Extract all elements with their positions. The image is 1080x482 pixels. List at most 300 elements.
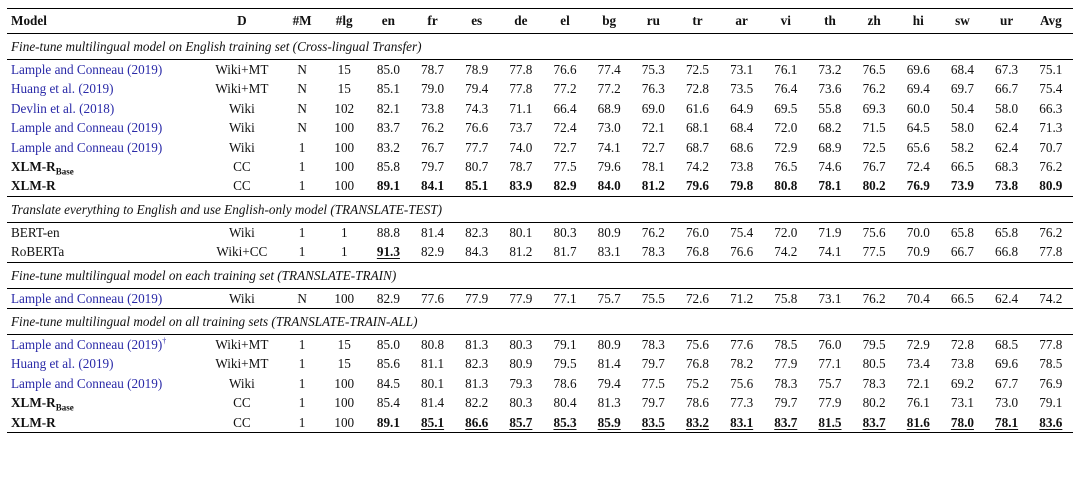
- model-cell[interactable]: [7, 79, 202, 98]
- score-cell-tr: 68.7: [685, 139, 710, 155]
- score-cell-el: 80.4: [553, 395, 577, 411]
- table-row: [7, 222, 1073, 242]
- data-cell: Wiki+MT: [215, 81, 269, 97]
- score-cell-en: 85.0: [376, 337, 400, 353]
- num-languages-cell: 100: [334, 178, 355, 194]
- score-cell-tr: 72.6: [685, 290, 710, 306]
- score-cell-zh: 77.5: [862, 244, 886, 260]
- score-cell-es: 79.4: [465, 81, 489, 97]
- column-header-sw: sw: [940, 9, 984, 34]
- score-cell-vi: 83.7: [764, 413, 808, 433]
- score-cell-el: 72.4: [553, 120, 577, 136]
- score-cell-el: 77.1: [553, 290, 577, 306]
- score-cell-el: 66.4: [553, 100, 577, 116]
- score-cell-de: 80.9: [509, 356, 533, 372]
- score-cell-hi: 76.1: [906, 395, 930, 411]
- score-cell-vi: 76.4: [774, 81, 798, 97]
- num-models-cell: 1: [282, 413, 322, 433]
- score-cell-ur: 73.8: [995, 178, 1019, 194]
- score-cell-vi: 69.5: [774, 100, 798, 116]
- score-cell-ur: 62.4: [995, 139, 1019, 155]
- score-cell-fr: 84.1: [421, 178, 445, 194]
- score-cell-en: 85.8: [376, 159, 400, 175]
- score-cell-tr: 68.1: [685, 120, 710, 136]
- score-cell-fr: 81.4: [421, 395, 445, 411]
- score-cell-th: 76.0: [818, 337, 842, 353]
- score-cell-ur: 73.0: [995, 395, 1019, 411]
- model-cell[interactable]: [7, 354, 202, 373]
- model-cell: [7, 176, 202, 196]
- score-cell-bg: 80.9: [597, 337, 621, 353]
- score-cell-ar: 71.2: [730, 290, 754, 306]
- num-languages-cell: 1: [340, 244, 348, 260]
- num-models-cell: 1: [298, 244, 306, 260]
- score-cell-bg: 77.2: [597, 81, 621, 97]
- score-cell-avg: 79.1: [1039, 395, 1063, 411]
- num-languages-cell: 1: [340, 224, 348, 240]
- score-cell-es: 80.7: [465, 159, 489, 175]
- score-cell-en: 83.2: [376, 139, 400, 155]
- table-row: [7, 354, 1073, 373]
- score-cell-zh: 69.3: [862, 100, 886, 116]
- score-cell-el: 85.3: [543, 413, 587, 433]
- score-cell-de: 77.8: [509, 62, 533, 77]
- score-cell-sw: 58.2: [950, 139, 974, 155]
- score-cell-es: 82.2: [465, 395, 489, 411]
- column-header-el: el: [543, 9, 587, 34]
- score-cell-es: 84.3: [465, 244, 489, 260]
- score-cell-avg: 75.1: [1039, 62, 1063, 77]
- score-cell-ar: 75.4: [730, 224, 754, 240]
- score-cell-avg: 74.2: [1039, 290, 1063, 306]
- score-cell-hi: 76.9: [906, 178, 930, 194]
- score-cell-tr: 79.6: [685, 178, 710, 194]
- model-cell[interactable]: [7, 118, 202, 137]
- model-name: XLM-R: [11, 395, 56, 411]
- score-cell-fr: 76.2: [421, 120, 445, 136]
- score-cell-en: 85.0: [376, 62, 400, 77]
- score-cell-hi: 70.0: [906, 224, 930, 240]
- score-cell-sw: 66.7: [950, 244, 974, 260]
- score-cell-tr: 61.6: [685, 100, 710, 116]
- table-row: [7, 157, 1073, 176]
- num-models-cell: 1: [298, 395, 306, 411]
- score-cell-fr: 73.8: [421, 100, 445, 116]
- model-cell[interactable]: [7, 335, 202, 355]
- column-header-tr: tr: [675, 9, 719, 34]
- score-cell-avg: 78.5: [1039, 356, 1063, 372]
- score-cell-avg: 70.7: [1039, 139, 1063, 155]
- model-name: Lample and Conneau (2019): [11, 62, 163, 77]
- num-languages-cell: 100: [334, 120, 355, 136]
- model-cell[interactable]: [7, 374, 202, 393]
- num-models-cell: N: [297, 62, 307, 77]
- column-header-es: es: [455, 9, 499, 34]
- model-name: Lample and Conneau (2019): [11, 337, 163, 353]
- num-languages-cell: 102: [334, 100, 355, 116]
- score-cell-ru: 78.3: [641, 337, 665, 353]
- data-cell: Wiki: [228, 375, 255, 391]
- score-cell-avg: 71.3: [1039, 120, 1063, 136]
- data-cell: Wiki: [228, 100, 255, 116]
- score-cell-sw: 73.1: [950, 395, 974, 411]
- score-cell-de: 73.7: [509, 120, 533, 136]
- data-cell: Wiki+CC: [216, 244, 268, 260]
- score-cell-hi: 60.0: [906, 100, 930, 116]
- score-cell-de: 85.7: [499, 413, 543, 433]
- column-header-fr: fr: [410, 9, 454, 34]
- score-cell-ar: 77.6: [730, 337, 754, 353]
- model-name: XLM-R: [11, 178, 56, 194]
- score-cell-en: 85.4: [376, 395, 400, 411]
- num-languages-cell: 15: [337, 356, 351, 372]
- score-cell-ar: 73.1: [730, 62, 754, 77]
- data-cell: Wiki: [228, 120, 255, 136]
- score-cell-ar: 78.2: [730, 356, 754, 372]
- score-cell-th: 71.9: [818, 224, 842, 240]
- score-cell-fr: 85.1: [410, 413, 454, 433]
- score-cell-fr: 77.6: [421, 290, 445, 306]
- dagger-footnote-mark[interactable]: †: [162, 336, 167, 346]
- score-cell-ur: 78.1: [985, 413, 1029, 433]
- table-row: [7, 413, 1073, 433]
- score-cell-es: 78.9: [465, 62, 489, 77]
- column-header-avg: Avg: [1029, 9, 1073, 34]
- score-cell-fr: 81.4: [421, 224, 445, 240]
- score-cell-vi: 79.7: [774, 395, 798, 411]
- score-cell-es: 74.3: [465, 100, 489, 116]
- score-cell-vi: 76.5: [774, 159, 798, 175]
- score-cell-tr: 72.8: [685, 81, 710, 97]
- score-cell-tr: 75.6: [685, 337, 710, 353]
- score-cell-bg: 80.9: [597, 224, 621, 240]
- score-cell-th: 73.6: [818, 81, 842, 97]
- section-header-row: [7, 262, 1073, 288]
- section-header-row: [7, 196, 1073, 222]
- score-cell-ar: 75.6: [730, 375, 754, 391]
- model-name: Huang et al. (2019): [11, 356, 114, 372]
- score-cell-zh: 79.5: [862, 337, 886, 353]
- score-cell-bg: 79.4: [597, 375, 621, 391]
- score-cell-sw: 68.4: [950, 62, 974, 77]
- table-header-row: [7, 9, 1073, 34]
- score-cell-ur: 58.0: [995, 100, 1019, 116]
- data-cell: Wiki+MT: [215, 337, 269, 353]
- score-cell-avg: 77.8: [1039, 337, 1063, 353]
- score-cell-de: 77.8: [509, 81, 533, 97]
- score-cell-avg: 76.2: [1039, 159, 1063, 175]
- section-title: Fine-tune multilingual model on all training sets (TRANSLATE-TRAIN-ALL): [7, 309, 1073, 335]
- score-cell-avg: 66.3: [1039, 100, 1063, 116]
- num-languages-cell: 15: [337, 81, 351, 97]
- score-cell-vi: 72.9: [774, 139, 798, 155]
- score-cell-ar: 68.4: [730, 120, 754, 136]
- score-cell-ru: 78.3: [641, 244, 665, 260]
- model-cell: [7, 413, 202, 433]
- score-cell-vi: 78.5: [774, 337, 798, 353]
- data-cell: Wiki+MT: [215, 62, 269, 77]
- table-row: [7, 335, 1073, 355]
- score-cell-de: 74.0: [509, 139, 533, 155]
- score-cell-vi: 78.3: [774, 375, 798, 391]
- num-models-cell: 1: [298, 224, 306, 240]
- score-cell-zh: 71.5: [862, 120, 886, 136]
- column-header-en: en: [366, 9, 410, 34]
- score-cell-ru: 76.3: [641, 81, 665, 97]
- model-name: BERT-en: [11, 224, 60, 240]
- score-cell-en: 89.1: [366, 413, 410, 433]
- score-cell-th: 77.9: [818, 395, 842, 411]
- score-cell-sw: 72.8: [950, 337, 974, 353]
- model-cell[interactable]: [7, 60, 202, 80]
- score-cell-en: 84.5: [376, 375, 400, 391]
- model-subscript: Base: [55, 166, 74, 177]
- score-cell-tr: 76.0: [685, 224, 710, 240]
- score-cell-fr: 82.9: [421, 244, 445, 260]
- data-cell: Wiki: [228, 290, 255, 306]
- table-row: [7, 176, 1073, 196]
- score-cell-sw: 78.0: [940, 413, 984, 433]
- column-header-th: th: [808, 9, 852, 34]
- score-cell-el: 77.5: [553, 159, 577, 175]
- column-header-bg: bg: [587, 9, 631, 34]
- score-cell-hi: 70.9: [906, 244, 930, 260]
- model-cell: [7, 393, 202, 412]
- score-cell-avg: 83.6: [1029, 413, 1073, 433]
- score-cell-bg: 83.1: [597, 244, 621, 260]
- score-cell-bg: 81.3: [597, 395, 621, 411]
- num-models-cell: 1: [298, 375, 306, 391]
- score-cell-zh: 78.3: [862, 375, 886, 391]
- score-cell-hi: 72.1: [906, 375, 930, 391]
- score-cell-en: 85.6: [376, 356, 400, 372]
- score-cell-avg: 76.9: [1039, 375, 1063, 391]
- score-cell-ur: 68.3: [995, 159, 1019, 175]
- data-cell: Wiki+MT: [215, 356, 269, 372]
- column-header-model: Model: [7, 9, 202, 34]
- score-cell-de: 78.7: [509, 159, 533, 175]
- score-cell-en: 89.1: [376, 178, 400, 194]
- score-cell-vi: 76.1: [774, 62, 798, 77]
- xnli-results-table: [7, 8, 1073, 433]
- table-row: [7, 393, 1073, 412]
- score-cell-el: 78.6: [553, 375, 577, 391]
- model-subscript: Base: [55, 402, 74, 413]
- score-cell-sw: 69.7: [950, 81, 974, 97]
- score-cell-es: 77.7: [465, 139, 489, 155]
- score-cell-fr: 80.8: [421, 337, 445, 353]
- score-cell-ru: 75.3: [641, 62, 665, 77]
- score-cell-zh: 80.2: [862, 395, 886, 411]
- score-cell-fr: 76.7: [421, 139, 445, 155]
- score-cell-zh: 76.2: [862, 81, 886, 97]
- data-cell: CC: [233, 178, 251, 194]
- section-header-row: [7, 34, 1073, 60]
- table-row: [7, 138, 1073, 157]
- model-cell[interactable]: [7, 288, 202, 308]
- score-cell-fr: 80.1: [421, 375, 445, 391]
- score-cell-avg: 75.4: [1039, 81, 1063, 97]
- model-name: Lample and Conneau (2019): [11, 290, 163, 306]
- score-cell-sw: 66.5: [950, 290, 974, 306]
- score-cell-es: 86.6: [455, 413, 499, 433]
- score-cell-es: 82.3: [465, 356, 489, 372]
- model-name: Lample and Conneau (2019): [11, 120, 163, 136]
- data-cell: CC: [233, 159, 251, 175]
- score-cell-ru: 81.2: [641, 178, 665, 194]
- score-cell-ru: 83.5: [631, 413, 675, 433]
- table-row: [7, 288, 1073, 308]
- score-cell-el: 82.9: [553, 178, 577, 194]
- score-cell-bg: 77.4: [597, 62, 621, 77]
- model-cell: [7, 222, 202, 242]
- num-languages-cell: 15: [337, 62, 351, 77]
- score-cell-tr: 76.8: [685, 356, 710, 372]
- score-cell-de: 80.3: [509, 337, 533, 353]
- score-cell-tr: 83.2: [675, 413, 719, 433]
- table-row: [7, 79, 1073, 98]
- score-cell-fr: 78.7: [421, 62, 445, 77]
- num-models-cell: 1: [298, 159, 306, 175]
- model-name: Lample and Conneau (2019): [11, 139, 163, 155]
- num-languages-cell: 100: [322, 413, 366, 433]
- score-cell-de: 80.1: [509, 224, 533, 240]
- score-cell-el: 80.3: [553, 224, 577, 240]
- column-header-zh: zh: [852, 9, 896, 34]
- score-cell-ar: 73.5: [730, 81, 754, 97]
- score-cell-th: 77.1: [818, 356, 842, 372]
- table-row: [7, 242, 1073, 262]
- score-cell-de: 71.1: [509, 100, 533, 116]
- column-header-ru: ru: [631, 9, 675, 34]
- score-cell-bg: 75.7: [597, 290, 621, 306]
- score-cell-bg: 74.1: [597, 139, 621, 155]
- data-cell: Wiki: [228, 224, 255, 240]
- score-cell-ru: 75.5: [641, 290, 665, 306]
- score-cell-ar: 83.1: [720, 413, 764, 433]
- score-cell-tr: 74.2: [685, 159, 710, 175]
- num-models-cell: N: [297, 120, 307, 136]
- score-cell-th: 74.6: [818, 159, 842, 175]
- data-cell: CC: [202, 413, 282, 433]
- score-cell-bg: 73.0: [597, 120, 621, 136]
- score-cell-vi: 75.8: [774, 290, 798, 306]
- score-cell-el: 76.6: [553, 62, 577, 77]
- num-languages-cell: 15: [337, 337, 351, 353]
- score-cell-fr: 81.1: [421, 356, 445, 372]
- num-models-cell: N: [297, 290, 307, 306]
- score-cell-el: 79.5: [553, 356, 577, 372]
- column-header-ur: ur: [985, 9, 1029, 34]
- score-cell-sw: 73.9: [950, 178, 974, 194]
- column-header-lg: #lg: [322, 9, 366, 34]
- model-name: RoBERTa: [11, 244, 65, 260]
- score-cell-ru: 77.5: [641, 375, 665, 391]
- score-cell-hi: 72.4: [906, 159, 930, 175]
- score-cell-el: 77.2: [553, 81, 577, 97]
- score-cell-bg: 81.4: [597, 356, 621, 372]
- score-cell-hi: 69.4: [906, 81, 930, 97]
- column-header-de: de: [499, 9, 543, 34]
- score-cell-ur: 62.4: [995, 290, 1019, 306]
- model-cell[interactable]: [7, 138, 202, 157]
- score-cell-hi: 81.6: [896, 413, 940, 433]
- score-cell-sw: 69.2: [950, 375, 974, 391]
- score-cell-ru: 69.0: [641, 100, 665, 116]
- score-cell-zh: 80.2: [862, 178, 886, 194]
- model-cell[interactable]: [7, 99, 202, 118]
- model-name: Devlin et al. (2018): [11, 100, 115, 116]
- column-header-m: #M: [282, 9, 322, 34]
- score-cell-en: 82.9: [376, 290, 400, 306]
- table-row: [7, 374, 1073, 393]
- score-cell-th: 75.7: [818, 375, 842, 391]
- model-name: XLM-R: [11, 159, 56, 175]
- score-cell-zh: 76.5: [862, 62, 886, 77]
- score-cell-tr: 72.5: [685, 62, 710, 77]
- score-cell-avg: 76.2: [1039, 224, 1063, 240]
- score-cell-ur: 66.8: [995, 244, 1019, 260]
- score-cell-ur: 66.7: [995, 81, 1019, 97]
- score-cell-bg: 68.9: [597, 100, 621, 116]
- score-cell-vi: 74.2: [774, 244, 798, 260]
- score-cell-en: 82.1: [376, 100, 400, 116]
- num-models-cell: N: [297, 100, 307, 116]
- score-cell-ur: 62.4: [995, 120, 1019, 136]
- score-cell-es: 81.3: [465, 375, 489, 391]
- score-cell-zh: 80.5: [862, 356, 886, 372]
- score-cell-ar: 77.3: [730, 395, 754, 411]
- score-cell-fr: 79.7: [421, 159, 445, 175]
- score-cell-sw: 58.0: [950, 120, 974, 136]
- section-header-row: [7, 309, 1073, 335]
- score-cell-el: 72.7: [553, 139, 577, 155]
- num-languages-cell: 100: [334, 139, 355, 155]
- score-cell-zh: 76.2: [862, 290, 886, 306]
- score-cell-en: 91.3: [376, 244, 400, 260]
- score-cell-es: 81.3: [465, 337, 489, 353]
- score-cell-zh: 75.6: [862, 224, 886, 240]
- num-languages-cell: 100: [334, 159, 355, 175]
- score-cell-ru: 78.1: [641, 159, 665, 175]
- column-header-hi: hi: [896, 9, 940, 34]
- score-cell-de: 80.3: [509, 395, 533, 411]
- score-cell-bg: 84.0: [597, 178, 621, 194]
- score-cell-en: 85.1: [376, 81, 400, 97]
- data-cell: Wiki: [228, 139, 255, 155]
- score-cell-bg: 85.9: [587, 413, 631, 433]
- score-cell-ur: 67.7: [995, 375, 1019, 391]
- score-cell-ur: 67.3: [995, 62, 1019, 77]
- score-cell-th: 68.2: [818, 120, 842, 136]
- num-languages-cell: 100: [334, 375, 355, 391]
- score-cell-de: 83.9: [509, 178, 533, 194]
- score-cell-ar: 73.8: [730, 159, 754, 175]
- score-cell-vi: 72.0: [774, 224, 798, 240]
- section-title: Fine-tune multilingual model on each training set (TRANSLATE-TRAIN): [7, 262, 1073, 288]
- model-name: Lample and Conneau (2019): [11, 375, 163, 391]
- score-cell-es: 82.3: [465, 224, 489, 240]
- score-cell-ru: 76.2: [641, 224, 665, 240]
- score-cell-th: 73.2: [818, 62, 842, 77]
- score-cell-zh: 76.7: [862, 159, 886, 175]
- score-cell-vi: 72.0: [774, 120, 798, 136]
- column-header-ar: ar: [720, 9, 764, 34]
- num-models-cell: 1: [298, 178, 306, 194]
- score-cell-ur: 65.8: [995, 224, 1019, 240]
- score-cell-sw: 65.8: [950, 224, 974, 240]
- num-languages-cell: 100: [334, 290, 355, 306]
